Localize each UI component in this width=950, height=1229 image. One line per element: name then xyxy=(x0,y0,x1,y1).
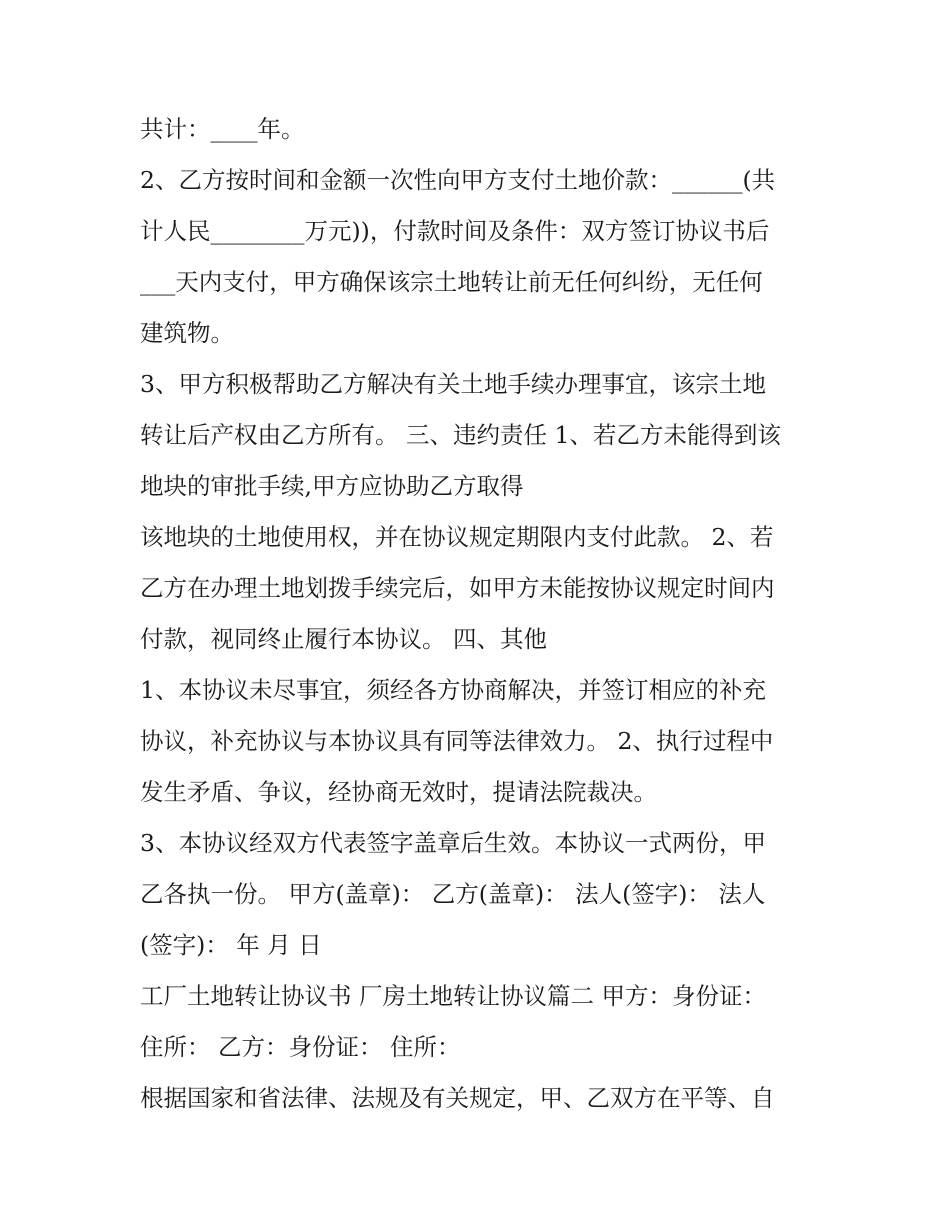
text-line: 发生矛盾、争议，经协商无效时，提请法院裁决。 xyxy=(140,778,657,806)
text-line: 3、甲方积极帮助乙方解决有关土地手续办理事宜，该宗土地 xyxy=(140,370,766,398)
text-line: 共计：____年。 xyxy=(140,115,305,143)
text-line: 乙各执一份。 甲方(盖章)： 乙方(盖章)： 法人(签字)： 法人 xyxy=(140,880,766,908)
document-body xyxy=(140,104,840,1124)
text-line: 工厂土地转让协议书 厂房土地转让协议篇二 甲方：身份证： xyxy=(140,982,766,1010)
text-line: 转让后产权由乙方所有。 三、违约责任 1、若乙方未能得到该 xyxy=(140,421,781,449)
text-line: 3、本协议经双方代表签字盖章后生效。本协议一式两份，甲 xyxy=(140,829,766,857)
text-line: 建筑物。 xyxy=(140,319,234,347)
text-line: 住所： 乙方：身份证： 住所： xyxy=(140,1033,461,1061)
text-line: ___天内支付，甲方确保该宗土地转让前无任何纠纷，无任何 xyxy=(140,268,763,296)
text-line: 乙方在办理土地划拨手续完后，如甲方未能按协议规定时间内 xyxy=(140,574,775,602)
text-line: (签字)： 年 月 日 xyxy=(140,931,322,959)
text-line: 计人民________万元))，付款时间及条件：双方签订协议书后 xyxy=(140,217,770,245)
text-line: 地块的审批手续,甲方应协助乙方取得 xyxy=(140,472,524,500)
text-line: 2、乙方按时间和金额一次性向甲方支付土地价款：______(共 xyxy=(140,166,776,194)
text-line: 根据国家和省法律、法规及有关规定，甲、乙双方在平等、自 xyxy=(140,1084,775,1112)
text-line: 付款，视同终止履行本协议。 四、其他 xyxy=(140,625,547,653)
text-line: 协议，补充协议与本协议具有同等法律效力。 2、执行过程中 xyxy=(140,727,774,755)
text-line: 1、本协议未尽事宜，须经各方协商解决，并签订相应的补充 xyxy=(140,676,766,704)
text-line: 该地块的土地使用权，并在协议规定期限内支付此款。 2、若 xyxy=(140,523,774,551)
